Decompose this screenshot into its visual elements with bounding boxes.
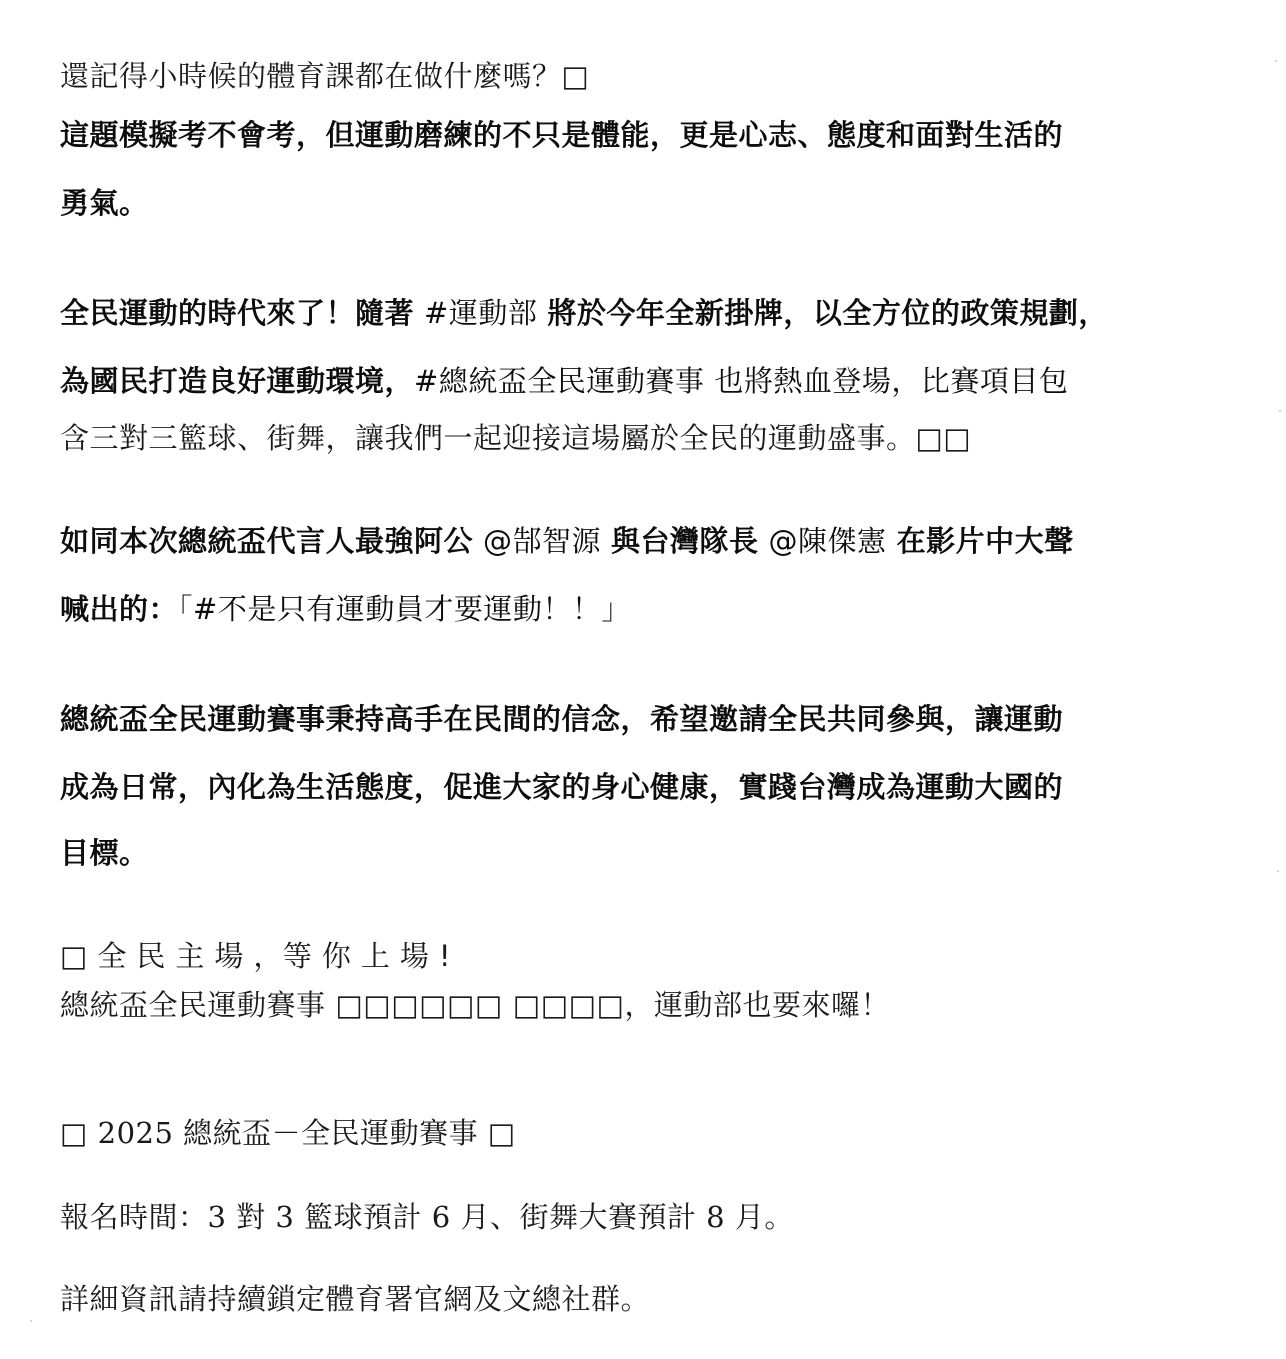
scan-speck (30, 1320, 32, 1322)
intro-line-1: 這題模擬考不會考，但運動磨練的不只是體能，更是心志、態度和面對生活的 (60, 118, 1064, 152)
hashtag-presidential-cup[interactable]: #總統盃全民運動賽事 (414, 364, 705, 398)
hashtag-quote[interactable]: 「#不是只有運動員才要運動！！」 (178, 592, 631, 626)
intro-question: 還記得小時候的體育課都在做什麼嗎？□ (60, 59, 590, 93)
event-details: 詳細資訊請持續鎖定體育署官網及文總社群。 (60, 1282, 651, 1316)
announcement-line-2: 為國民打造良好運動環境，#總統盃全民運動賽事 也將熱血登場，比賽項目包 (60, 364, 1069, 398)
belief-line-3: 目標。 (60, 836, 149, 870)
slogan-line-2: 總統盃全民運動賽事 □□□□□□ □□□□，運動部也要來囉！ (60, 988, 891, 1022)
intro-line-2: 勇氣。 (60, 186, 149, 220)
belief-line-2: 成為日常，內化為生活態度，促進大家的身心健康，實踐台灣成為運動大國的 (60, 770, 1064, 804)
event-title: □ 2025 總統盃－全民運動賽事 □ (60, 1116, 516, 1150)
announcement-line-3: 含三對三籃球、街舞，讓我們一起迎接這場屬於全民的運動盛事。□□ (60, 421, 972, 455)
mention-gao-zhiyuan[interactable]: @郜智源 (483, 524, 602, 558)
scan-speck (1275, 60, 1277, 62)
mention-chen-jiexian[interactable]: @陳傑憲 (768, 524, 887, 558)
belief-line-1: 總統盃全民運動賽事秉持高手在民間的信念，希望邀請全民共同參與，讓運動 (60, 702, 1064, 736)
hashtag-sports-ministry[interactable]: #運動部 (424, 296, 538, 330)
announcement-line-1: 全民運動的時代來了！隨著 #運動部 將於今年全新掛牌，以全方位的政策規劃， (60, 296, 1108, 330)
scan-speck (1277, 870, 1279, 872)
spokesperson-line-2: 喊出的：「#不是只有運動員才要運動！！」 (60, 592, 631, 626)
slogan-line-1: □全民主場，等你上場! (60, 939, 461, 973)
scan-speck (1279, 410, 1281, 412)
spokesperson-line-1: 如同本次總統盃代言人最強阿公 @郜智源 與台灣隊長 @陳傑憲 在影片中大聲 (60, 524, 1074, 558)
event-registration: 報名時間：3 對 3 籃球預計 6 月、街舞大賽預計 8 月。 (60, 1200, 794, 1234)
